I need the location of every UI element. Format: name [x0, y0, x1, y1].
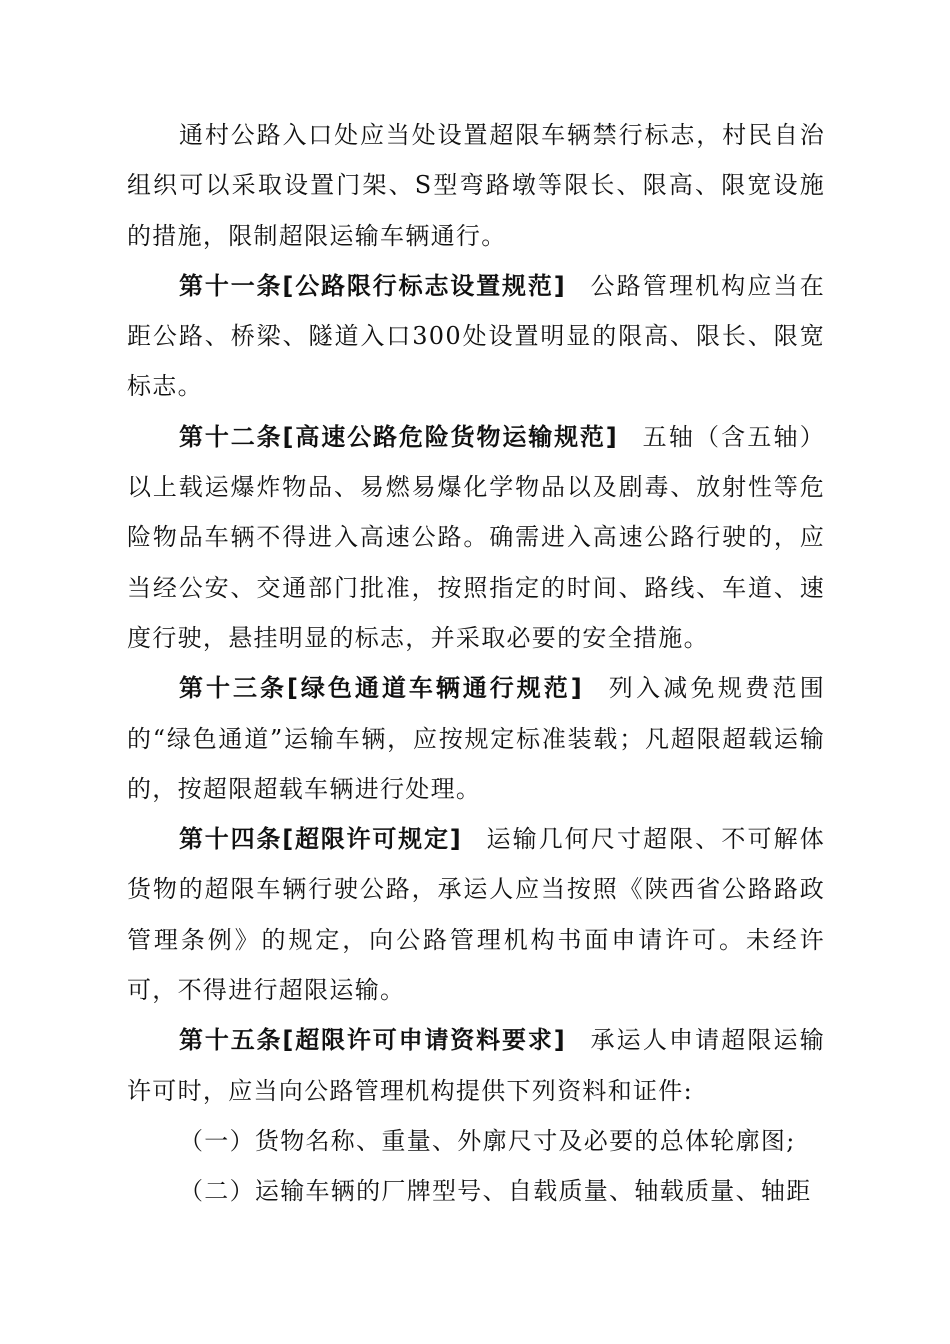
article-text: 五轴（含五轴）以上载运爆炸物品、易燃易爆化学物品以及剧毒、放射性等危险物品车辆不得进入高速公路。确需进入高速公路行驶的，应当经公安、交通部门批准，按照指定的时间、路线、车道、速度行驶，悬挂明显的标志，并采取必要的安全措施。 [127, 422, 825, 652]
article-heading: 第十三条[绿色通道车辆通行规范] [179, 674, 583, 703]
article-text: 承运人申请超限运输许可时，应当向公路管理机构提供下列资料和证件: [127, 1026, 826, 1105]
list-item: （一）货物名称、重量、外廓尺寸及必要的总体轮廓图; [179, 1126, 796, 1155]
article-heading: 第十一条[公路限行标志设置规范] [179, 271, 566, 300]
paragraph-text: 通村公路入口处应当处设置超限车辆禁行标志，村民自治组织可以采取设置门架、S型弯路墩等限长、限高、限宽设施的措施，限制超限运输车辆通行。 [127, 121, 825, 250]
article-text: 运输几何尺寸超限、不可解体货物的超限车辆行驶公路，承运人应当按照《陕西省公路路政管理条例》的规定，向公路管理机构书面申请许可。未经许可，不得进行超限运输。 [127, 825, 825, 1005]
article-heading: 第十五条[超限许可申请资料要求] [179, 1026, 566, 1055]
paragraph-village-road [127, 110, 825, 261]
article-heading: 第十二条[高速公路危险货物运输规范] [179, 422, 618, 451]
article-15 [127, 1015, 825, 1116]
document-page [127, 110, 825, 1217]
article-12 [127, 412, 825, 663]
article-13 [127, 663, 825, 814]
article-text: 公路管理机构应当在距公路、桥梁、隧道入口300处设置明显的限高、限长、限宽标志。 [127, 271, 826, 401]
article-text: 列入减免规费范围的“绿色通道”运输车辆，应按规定标准装载；凡超限超载运输的，按超限超载车辆进行处理。 [127, 674, 825, 803]
article-11 [127, 261, 825, 412]
article-14 [127, 814, 825, 1015]
article-heading: 第十四条[超限许可规定] [179, 825, 462, 854]
list-item: （二）运输车辆的厂牌型号、自载质量、轴载质量、轴距 [179, 1177, 812, 1206]
